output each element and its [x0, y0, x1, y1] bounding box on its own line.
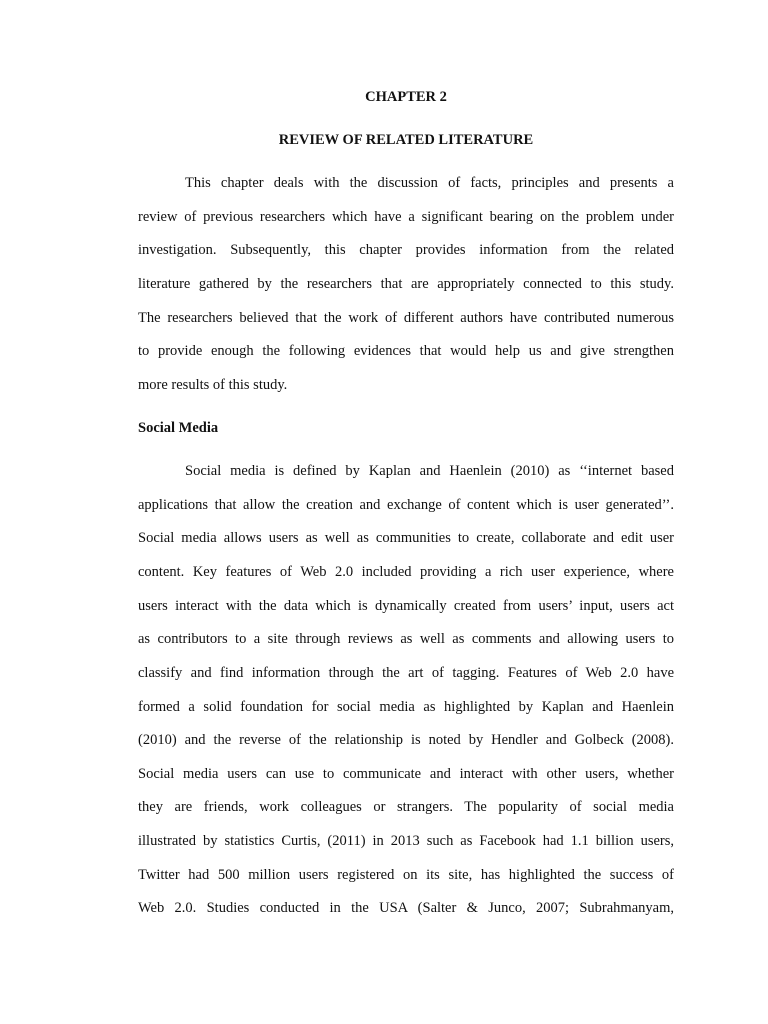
paragraph-line: illustrated by statistics Curtis, (2011) in 2013 such as Facebook had 1.1 billion users, [138, 833, 674, 849]
paragraph-line: as contributors to a site through reviews as well as comments and allowing users to [138, 631, 674, 647]
paragraph-line: users interact with the data which is dynamically created from users’ input, users act [138, 598, 674, 614]
paragraph-line: Twitter had 500 million users registered on its site, has highlighted the success of [138, 867, 674, 883]
chapter-title: REVIEW OF RELATED LITERATURE [278, 132, 534, 148]
paragraph-line: Social media users can use to communicate and interact with other users, whether [138, 766, 674, 782]
paragraph-line: review of previous researchers which have a significant bearing on the problem under [138, 209, 674, 225]
paragraph-line: formed a solid foundation for social media as highlighted by Kaplan and Haenlein [138, 699, 674, 715]
paragraph-line: applications that allow the creation and exchange of content which is user generated’’. [138, 497, 674, 513]
paragraph-line: literature gathered by the researchers that are appropriately connected to this study. [138, 276, 674, 292]
chapter-label: CHAPTER 2 [365, 89, 447, 105]
paragraph-line: they are friends, work colleagues or strangers. The popularity of social media [138, 799, 674, 815]
paragraph-line: investigation. Subsequently, this chapter provides information from the related [138, 242, 674, 258]
paragraph-line: Social media is defined by Kaplan and Haenlein (2010) as ‘‘internet based [185, 463, 674, 479]
paragraph-line: to provide enough the following evidences that would help us and give strengthen [138, 343, 674, 359]
paragraph-line: Social media allows users as well as communities to create, collaborate and edit user [138, 530, 674, 546]
paragraph-line: more results of this study. [138, 377, 288, 393]
paragraph-line: The researchers believed that the work of different authors have contributed numerous [138, 310, 674, 326]
paragraph-line: This chapter deals with the discussion of facts, principles and presents a [185, 175, 674, 191]
section-heading: Social Media [138, 420, 219, 436]
paragraph-line: (2010) and the reverse of the relationship is noted by Hendler and Golbeck (2008). [138, 732, 674, 748]
paragraph-line: Web 2.0. Studies conducted in the USA (Salter & Junco, 2007; Subrahmanyam, [138, 900, 674, 916]
paragraph-line: content. Key features of Web 2.0 included providing a rich user experience, where [138, 564, 674, 580]
paragraph-line: classify and find information through the art of tagging. Features of Web 2.0 have [138, 665, 674, 681]
